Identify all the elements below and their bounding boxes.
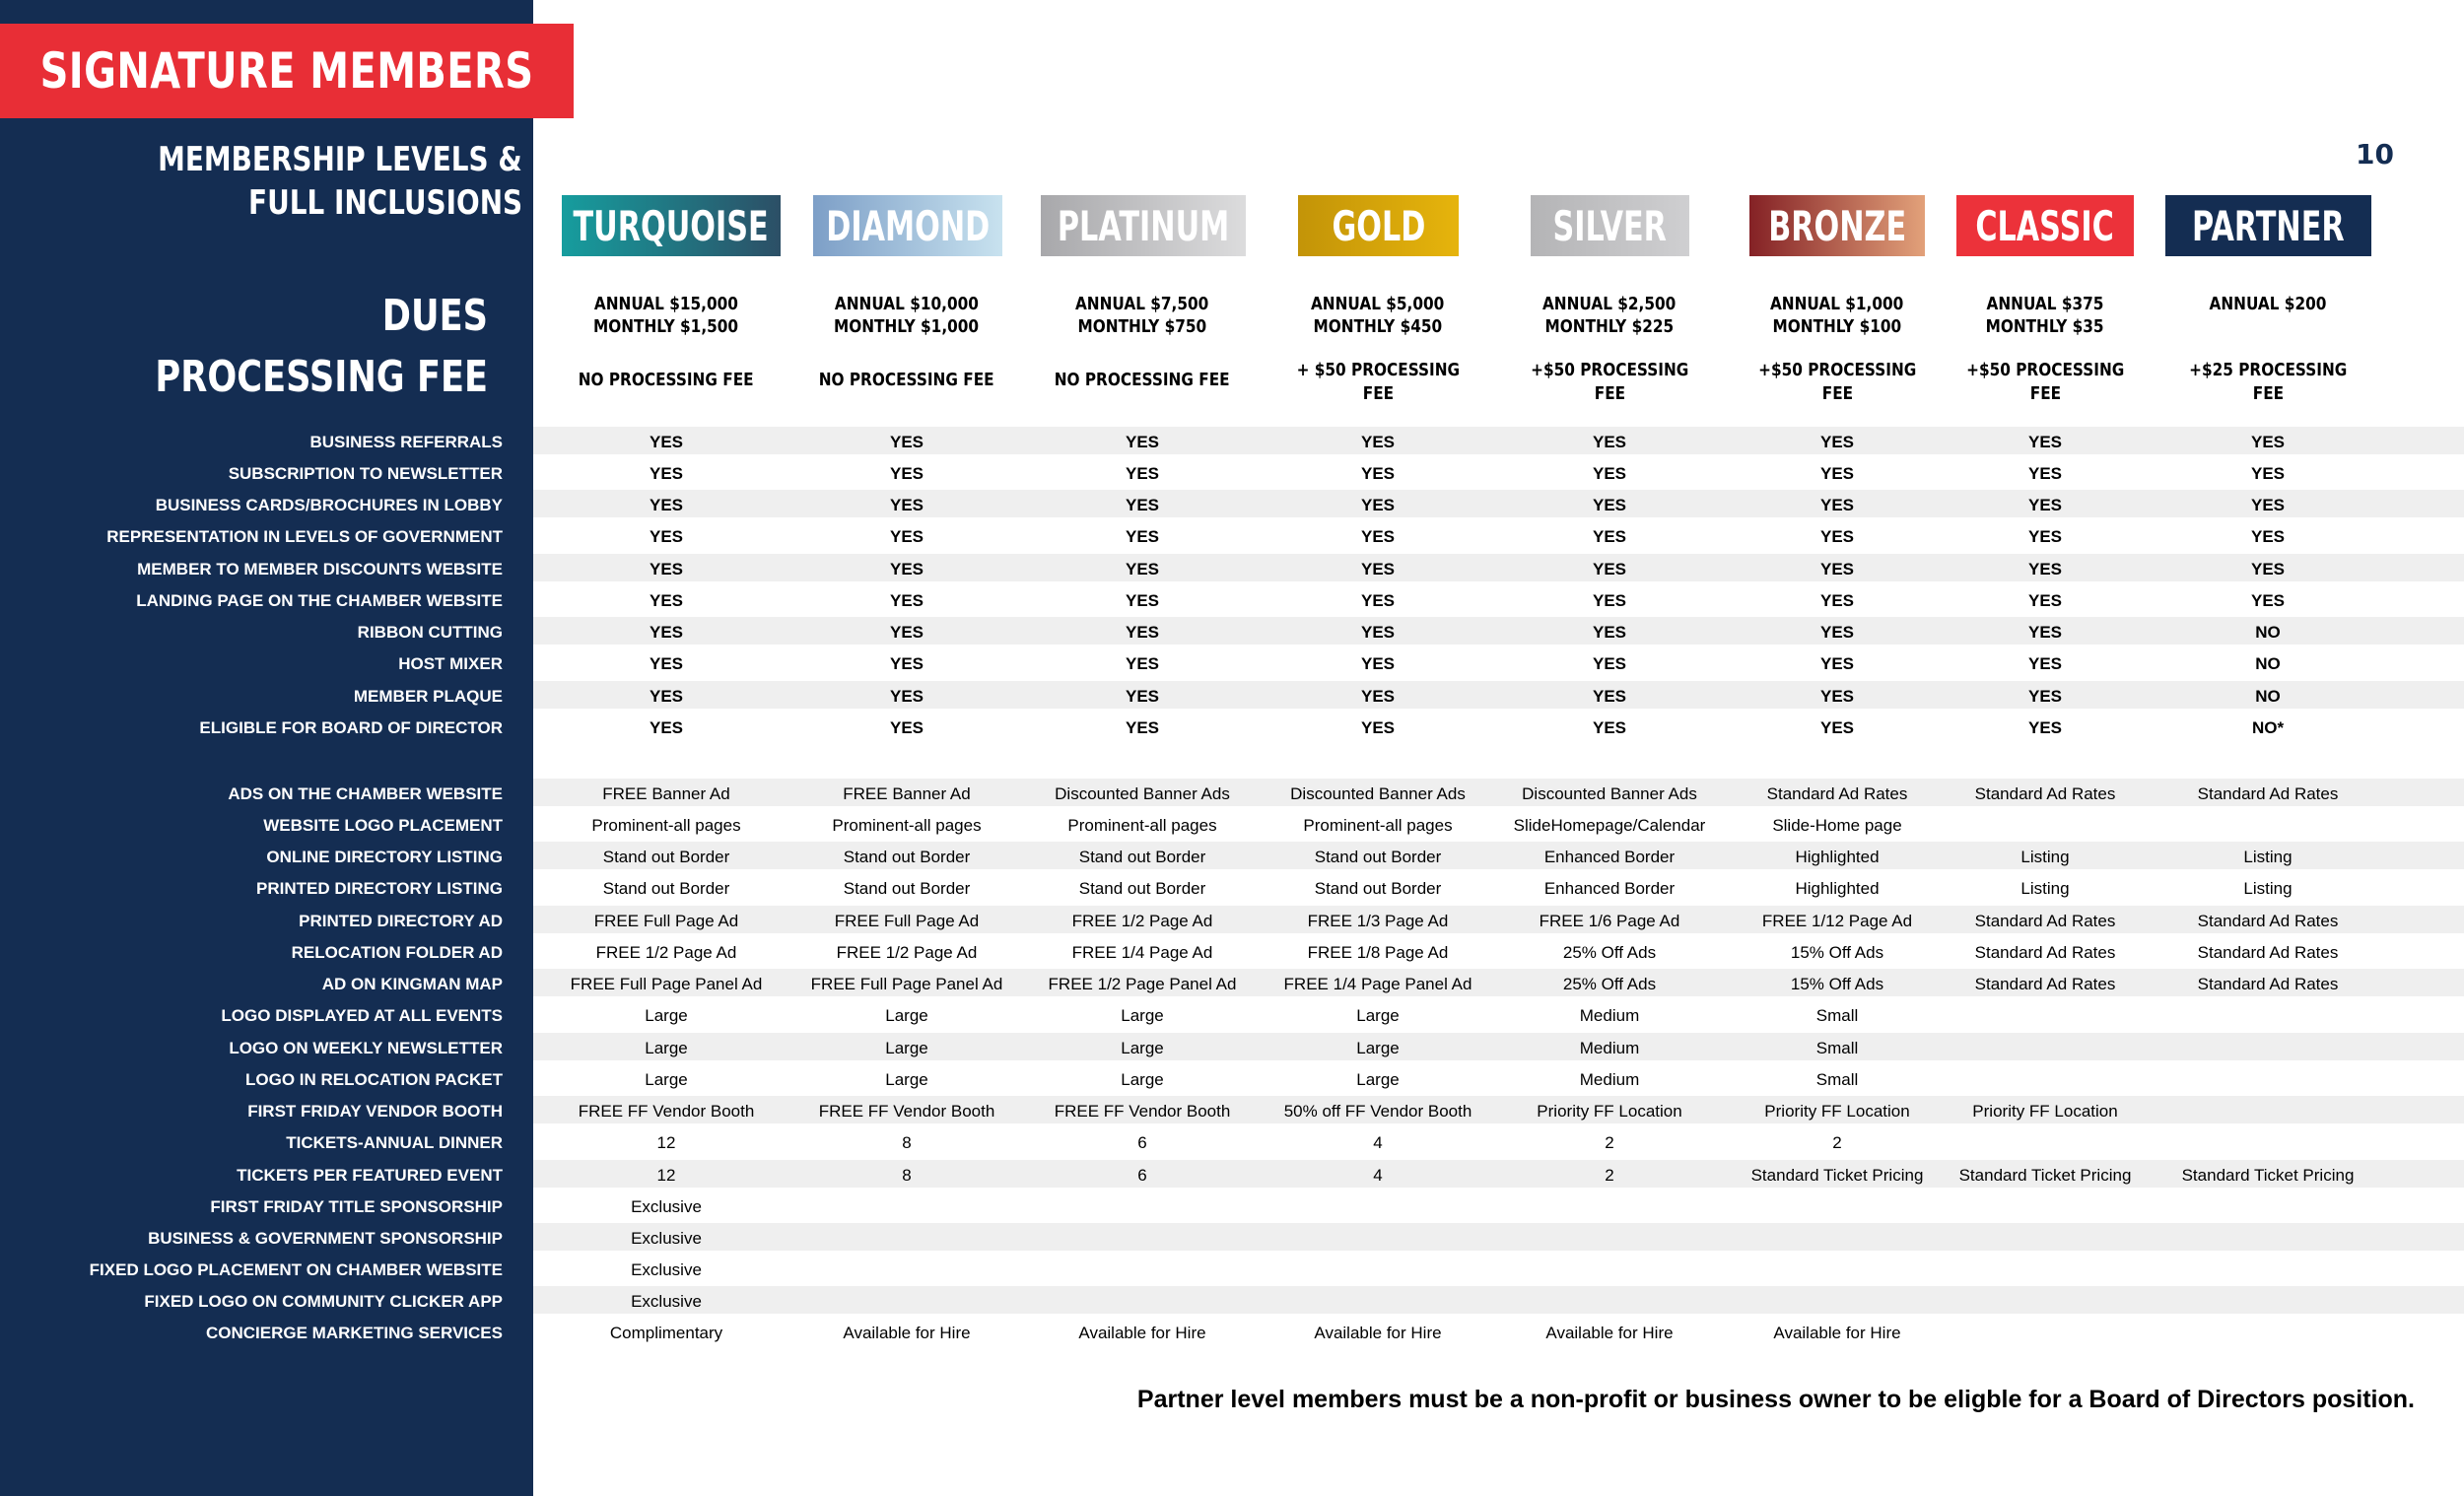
table-cell: FREE FF Vendor Booth [818, 1102, 995, 1121]
table-cell: FREE 1/2 Page Panel Ad [1048, 975, 1237, 993]
table-cell: YES [2027, 623, 2063, 642]
tier-name: SILVER [1552, 201, 1668, 250]
dues-line: ANNUAL $2,500 [1542, 294, 1677, 314]
tier-dues [1929, 293, 2161, 338]
table-cell: Discounted Banner Ads [1522, 784, 1697, 803]
tier-processing-fee [550, 369, 783, 392]
table-cell: 2 [1832, 1133, 1842, 1152]
table-cell: YES [1360, 623, 1396, 642]
table-cell: YES [649, 718, 684, 737]
table-cell: Listing [2020, 848, 2070, 866]
tier-badge-gold [1298, 195, 1459, 256]
table-cell: Stand out Border [602, 879, 730, 898]
fee-line: +$50 PROCESSING [1530, 360, 1689, 380]
table-cell: Available for Hire [1078, 1324, 1206, 1342]
table-cell: Priority FF Location [1764, 1102, 1910, 1121]
table-cell: Large [885, 1039, 928, 1057]
table-cell: YES [2027, 687, 2063, 706]
table-cell: YES [1592, 718, 1627, 737]
table-cell: FREE 1/2 Page Ad [1071, 912, 1213, 930]
row-label: PRINTED DIRECTORY LISTING [256, 879, 503, 898]
fee-line: NO PROCESSING FEE [579, 370, 754, 390]
table-cell: YES [1819, 527, 1855, 546]
row-label: PRINTED DIRECTORY AD [299, 912, 503, 930]
table-cell: Small [1815, 1039, 1859, 1057]
table-cell: YES [2250, 464, 2286, 483]
table-cell: YES [1819, 560, 1855, 578]
table-cell: 15% Off Ads [1790, 943, 1884, 962]
table-cell: Medium [1579, 1070, 1640, 1089]
table-cell: Stand out Border [1078, 879, 1206, 898]
table-cell: 25% Off Ads [1562, 943, 1657, 962]
table-cell: FREE 1/12 Page Ad [1761, 912, 1913, 930]
table-cell: Large [1121, 1070, 1164, 1089]
table-cell: FREE FF Vendor Booth [1054, 1102, 1231, 1121]
table-cell: YES [2027, 560, 2063, 578]
row-label: BUSINESS & GOVERNMENT SPONSORSHIP [148, 1229, 503, 1248]
table-cell: Prominent-all pages [1303, 816, 1453, 835]
table-cell: YES [1125, 687, 1160, 706]
table-cell: Standard Ad Rates [1974, 975, 2116, 993]
table-cell: Slide-Home page [1772, 816, 1902, 835]
table-cell: 2 [1605, 1133, 1614, 1152]
table-cell: YES [1360, 433, 1396, 451]
tier-dues [1026, 293, 1259, 338]
table-cell: Small [1815, 1006, 1859, 1025]
row-label: MEMBER TO MEMBER DISCOUNTS WEBSITE [137, 560, 503, 578]
table-cell: Large [645, 1070, 688, 1089]
table-cell: YES [889, 591, 924, 610]
table-cell: Large [1121, 1039, 1164, 1057]
row-label: ONLINE DIRECTORY LISTING [266, 848, 503, 866]
table-cell: YES [1592, 654, 1627, 673]
table-cell: Enhanced Border [1543, 848, 1676, 866]
table-cell: YES [1125, 496, 1160, 514]
table-cell: YES [1125, 591, 1160, 610]
table-cell: YES [1592, 433, 1627, 451]
table-cell: YES [1125, 433, 1160, 451]
processing-fee-heading: PROCESSING FEE [155, 352, 488, 402]
table-cell: Standard Ad Rates [1766, 784, 1908, 803]
table-cell: FREE 1/4 Page Panel Ad [1283, 975, 1472, 993]
fee-line: NO PROCESSING FEE [819, 370, 994, 390]
row-label: TICKETS PER FEATURED EVENT [237, 1166, 503, 1185]
tier-processing-fee [1493, 359, 1726, 406]
table-cell: YES [2250, 560, 2286, 578]
table-cell: FREE 1/2 Page Ad [836, 943, 978, 962]
table-cell: Stand out Border [843, 848, 971, 866]
table-cell: YES [1592, 464, 1627, 483]
table-cell: 12 [656, 1166, 676, 1185]
table-cell: 15% Off Ads [1790, 975, 1884, 993]
table-cell: 50% off FF Vendor Booth [1283, 1102, 1472, 1121]
table-cell: YES [889, 433, 924, 451]
row-label: ELIGIBLE FOR BOARD OF DIRECTOR [199, 718, 503, 737]
page-title: SIGNATURE MEMBERS [39, 42, 534, 100]
table-cell: FREE Full Page Ad [593, 912, 739, 930]
table-cell: YES [889, 687, 924, 706]
tier-name: TURQUOISE [573, 201, 770, 250]
table-cell: Exclusive [631, 1260, 702, 1279]
table-cell: YES [1819, 718, 1855, 737]
tier-badge-partner [2165, 195, 2371, 256]
dues-line: ANNUAL $5,000 [1311, 294, 1445, 314]
table-cell: FREE 1/4 Page Ad [1071, 943, 1213, 962]
table-cell: YES [1360, 464, 1396, 483]
fee-line: NO PROCESSING FEE [1055, 370, 1230, 390]
table-cell: 8 [902, 1166, 912, 1185]
tier-processing-fee [1929, 359, 2161, 406]
table-cell: YES [2027, 464, 2063, 483]
table-cell: YES [1360, 654, 1396, 673]
table-cell: Standard Ad Rates [1974, 912, 2116, 930]
dues-line: MONTHLY $35 [1985, 316, 2104, 337]
table-cell: YES [1360, 560, 1396, 578]
table-cell: Large [1356, 1039, 1400, 1057]
tier-badge-classic [1956, 195, 2134, 256]
row-stripe [533, 1223, 2464, 1251]
tier-dues [1721, 293, 1953, 338]
table-cell: FREE FF Vendor Booth [578, 1102, 755, 1121]
table-cell: YES [1592, 496, 1627, 514]
tier-dues [1262, 293, 1494, 338]
subtitle-line-1: MEMBERSHIP LEVELS & [158, 140, 522, 179]
table-cell: Priority FF Location [1537, 1102, 1682, 1121]
table-cell: NO [2255, 654, 2281, 673]
table-cell: YES [1592, 560, 1627, 578]
row-label: MEMBER PLAQUE [353, 687, 503, 706]
row-label: FIRST FRIDAY TITLE SPONSORSHIP [210, 1197, 503, 1216]
tier-name: CLASSIC [1975, 201, 2115, 250]
table-cell: YES [1819, 623, 1855, 642]
table-cell: 6 [1137, 1166, 1147, 1185]
table-cell: Discounted Banner Ads [1055, 784, 1230, 803]
table-cell: Large [645, 1006, 688, 1025]
table-cell: Available for Hire [1545, 1324, 1674, 1342]
table-cell: SlideHomepage/Calendar [1513, 816, 1706, 835]
dues-line: MONTHLY $1,500 [593, 316, 739, 337]
table-cell: YES [649, 654, 684, 673]
table-cell: YES [1125, 718, 1160, 737]
tier-processing-fee [1721, 359, 1953, 406]
table-cell: 6 [1137, 1133, 1147, 1152]
table-cell: FREE Full Page Panel Ad [810, 975, 1003, 993]
table-cell: YES [1819, 654, 1855, 673]
table-cell: YES [1592, 527, 1627, 546]
dues-line: ANNUAL $375 [1986, 294, 2104, 314]
table-cell: Medium [1579, 1039, 1640, 1057]
table-cell: 2 [1605, 1166, 1614, 1185]
table-cell: Standard Ad Rates [2197, 912, 2339, 930]
tier-processing-fee [1026, 369, 1259, 392]
table-cell: Large [645, 1039, 688, 1057]
fee-line: +$50 PROCESSING [1757, 360, 1917, 380]
dues-line: ANNUAL $1,000 [1770, 294, 1904, 314]
row-label: RIBBON CUTTING [357, 623, 503, 642]
table-cell: 25% Off Ads [1562, 975, 1657, 993]
table-cell: YES [889, 654, 924, 673]
table-cell: Priority FF Location [1972, 1102, 2118, 1121]
table-cell: NO [2255, 623, 2281, 642]
table-cell: YES [1819, 496, 1855, 514]
table-cell: YES [1819, 687, 1855, 706]
table-cell: YES [649, 560, 684, 578]
table-cell: FREE Banner Ad [843, 784, 971, 803]
table-cell: NO [2255, 687, 2281, 706]
table-cell: YES [1819, 464, 1855, 483]
row-label: BUSINESS REFERRALS [309, 433, 503, 451]
table-cell: Enhanced Border [1543, 879, 1676, 898]
table-cell: Available for Hire [1314, 1324, 1442, 1342]
table-cell: YES [649, 687, 684, 706]
table-cell: Large [885, 1006, 928, 1025]
table-cell: YES [1360, 687, 1396, 706]
dues-line: ANNUAL $200 [2209, 294, 2327, 314]
tier-name: PLATINUM [1057, 201, 1230, 250]
row-label: CONCIERGE MARKETING SERVICES [205, 1324, 503, 1342]
table-cell: Standard Ad Rates [1974, 943, 2116, 962]
table-cell: YES [1592, 687, 1627, 706]
table-cell: YES [1592, 591, 1627, 610]
dues-line: ANNUAL $7,500 [1075, 294, 1209, 314]
table-cell: YES [1125, 560, 1160, 578]
table-cell: FREE Banner Ad [602, 784, 730, 803]
table-cell: Standard Ad Rates [2197, 975, 2339, 993]
table-cell: YES [1360, 527, 1396, 546]
table-cell: FREE 1/6 Page Ad [1539, 912, 1680, 930]
dues-line: MONTHLY $225 [1544, 316, 1675, 337]
table-cell: YES [2250, 496, 2286, 514]
tier-dues [1493, 293, 1726, 338]
fee-line: FEE [2029, 383, 2061, 404]
table-cell: Exclusive [631, 1292, 702, 1311]
row-label: LANDING PAGE ON THE CHAMBER WEBSITE [136, 591, 503, 610]
table-cell: Complimentary [609, 1324, 723, 1342]
table-cell: YES [1125, 623, 1160, 642]
table-cell: FREE 1/3 Page Ad [1307, 912, 1449, 930]
table-cell: YES [2027, 433, 2063, 451]
table-cell: YES [889, 718, 924, 737]
footnote: Partner level members must be a non-profit or business owner to be eligble for a Board of Directors position. [1136, 1386, 2415, 1413]
table-cell: Prominent-all pages [591, 816, 741, 835]
table-cell: 8 [902, 1133, 912, 1152]
row-label: BUSINESS CARDS/BROCHURES IN LOBBY [155, 496, 503, 514]
table-cell: Stand out Border [602, 848, 730, 866]
table-cell: Listing [2243, 848, 2293, 866]
tier-dues [2152, 293, 2384, 315]
fee-line: FEE [2252, 383, 2284, 404]
row-label: TICKETS-ANNUAL DINNER [286, 1133, 503, 1152]
row-label: SUBSCRIPTION TO NEWSLETTER [228, 464, 503, 483]
dues-line: MONTHLY $750 [1077, 316, 1207, 337]
fee-line: + $50 PROCESSING [1296, 360, 1460, 380]
row-label: ADS ON THE CHAMBER WEBSITE [228, 784, 503, 803]
tier-name: GOLD [1332, 201, 1425, 250]
table-cell: Prominent-all pages [832, 816, 982, 835]
dues-line: ANNUAL $15,000 [593, 294, 739, 314]
table-cell: YES [1125, 527, 1160, 546]
table-cell: YES [1360, 718, 1396, 737]
tier-name: DIAMOND [826, 201, 990, 250]
table-cell: YES [1125, 464, 1160, 483]
table-cell: Standard Ad Rates [1974, 784, 2116, 803]
table-cell: Medium [1579, 1006, 1640, 1025]
tier-dues [790, 293, 1023, 338]
table-cell: Stand out Border [1314, 879, 1442, 898]
row-label: WEBSITE LOGO PLACEMENT [263, 816, 503, 835]
tier-badge-bronze [1749, 195, 1925, 256]
tier-processing-fee [1262, 359, 1494, 406]
table-cell: YES [889, 623, 924, 642]
table-cell: YES [2250, 433, 2286, 451]
table-cell: YES [649, 496, 684, 514]
table-cell: YES [2027, 718, 2063, 737]
dues-line: MONTHLY $450 [1313, 316, 1443, 337]
table-cell: Standard Ad Rates [2197, 943, 2339, 962]
tier-badge-silver [1531, 195, 1689, 256]
row-stripe [533, 1286, 2464, 1314]
dues-heading: DUES [381, 291, 488, 341]
tier-name: BRONZE [1768, 201, 1906, 250]
table-cell: FREE 1/2 Page Ad [595, 943, 737, 962]
table-cell: YES [2027, 591, 2063, 610]
table-cell: YES [2027, 654, 2063, 673]
table-cell: YES [2250, 591, 2286, 610]
table-cell: YES [649, 623, 684, 642]
page-number: 10 [2356, 138, 2394, 170]
dues-line: MONTHLY $100 [1772, 316, 1902, 337]
table-cell: Available for Hire [1773, 1324, 1901, 1342]
row-label: REPRESENTATION IN LEVELS OF GOVERNMENT [106, 527, 503, 546]
row-label: FIXED LOGO PLACEMENT ON CHAMBER WEBSITE [89, 1260, 503, 1279]
table-cell: YES [1125, 654, 1160, 673]
row-label: HOST MIXER [398, 654, 503, 673]
row-label: FIXED LOGO ON COMMUNITY CLICKER APP [144, 1292, 503, 1311]
table-cell: Stand out Border [1314, 848, 1442, 866]
fee-line: FEE [1821, 383, 1853, 404]
row-label: RELOCATION FOLDER AD [291, 943, 503, 962]
table-cell: FREE Full Page Ad [834, 912, 980, 930]
table-cell: YES [649, 433, 684, 451]
table-cell: Large [1121, 1006, 1164, 1025]
row-label: LOGO DISPLAYED AT ALL EVENTS [221, 1006, 503, 1025]
table-cell: YES [1592, 623, 1627, 642]
table-cell: Stand out Border [843, 879, 971, 898]
row-label: LOGO IN RELOCATION PACKET [245, 1070, 503, 1089]
table-cell: YES [889, 496, 924, 514]
subtitle-line-2: FULL INCLUSIONS [247, 183, 522, 223]
table-cell: 12 [656, 1133, 676, 1152]
table-cell: Standard Ticket Pricing [1750, 1166, 1924, 1185]
table-cell: Stand out Border [1078, 848, 1206, 866]
tier-processing-fee [790, 369, 1023, 392]
table-cell: YES [889, 560, 924, 578]
table-cell: Prominent-all pages [1067, 816, 1217, 835]
table-cell: Large [1356, 1070, 1400, 1089]
table-cell: YES [889, 527, 924, 546]
table-cell: YES [649, 464, 684, 483]
tier-badge-platinum [1041, 195, 1246, 256]
table-cell: Exclusive [631, 1197, 702, 1216]
table-cell: YES [2250, 527, 2286, 546]
tier-name: PARTNER [2192, 201, 2345, 250]
table-cell: YES [2027, 496, 2063, 514]
row-label: LOGO ON WEEKLY NEWSLETTER [229, 1039, 503, 1057]
dues-line: ANNUAL $10,000 [834, 294, 980, 314]
fee-line: FEE [1362, 383, 1394, 404]
table-cell: 4 [1373, 1133, 1383, 1152]
table-cell: FREE Full Page Panel Ad [570, 975, 763, 993]
table-cell: YES [2027, 527, 2063, 546]
table-cell: Large [885, 1070, 928, 1089]
table-cell: FREE 1/8 Page Ad [1307, 943, 1449, 962]
table-cell: Standard Ticket Pricing [2181, 1166, 2355, 1185]
table-cell: YES [889, 464, 924, 483]
table-cell: YES [1360, 591, 1396, 610]
table-cell: Highlighted [1795, 848, 1880, 866]
table-cell: Standard Ticket Pricing [1958, 1166, 2132, 1185]
table-cell: Large [1356, 1006, 1400, 1025]
table-cell: NO* [2251, 718, 2285, 737]
table-cell: Listing [2243, 879, 2293, 898]
table-cell: YES [1360, 496, 1396, 514]
table-cell: Discounted Banner Ads [1290, 784, 1466, 803]
tier-processing-fee [2152, 359, 2384, 406]
row-label: FIRST FRIDAY VENDOR BOOTH [247, 1102, 503, 1121]
tier-badge-turquoise [562, 195, 781, 256]
table-cell: Standard Ad Rates [2197, 784, 2339, 803]
table-cell: Highlighted [1795, 879, 1880, 898]
tier-badge-diamond [813, 195, 1002, 256]
row-label: AD ON KINGMAN MAP [321, 975, 503, 993]
table-cell: YES [649, 527, 684, 546]
table-cell: Available for Hire [843, 1324, 971, 1342]
table-cell: YES [1819, 433, 1855, 451]
table-cell: Small [1815, 1070, 1859, 1089]
table-cell: Exclusive [631, 1229, 702, 1248]
fee-line: +$50 PROCESSING [1965, 360, 2125, 380]
tier-dues [550, 293, 783, 338]
dues-line: MONTHLY $1,000 [834, 316, 980, 337]
table-cell: 4 [1373, 1166, 1383, 1185]
table-cell: YES [649, 591, 684, 610]
fee-line: +$25 PROCESSING [2188, 360, 2348, 380]
fee-line: FEE [1594, 383, 1625, 404]
table-cell: YES [1819, 591, 1855, 610]
table-cell: Listing [2020, 879, 2070, 898]
title-banner [0, 24, 574, 118]
